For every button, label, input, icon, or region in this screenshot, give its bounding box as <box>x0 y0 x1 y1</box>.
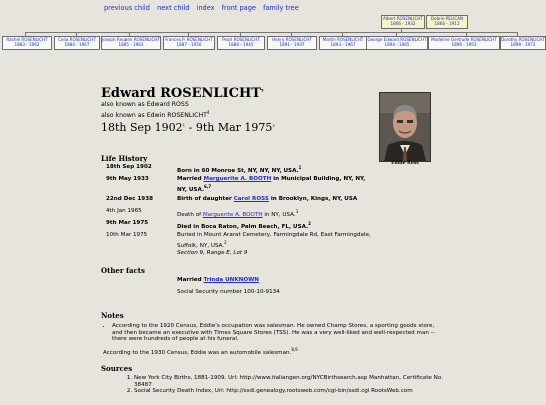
citation[interactable]: 2 <box>224 240 227 245</box>
family-tree <box>0 0 545 60</box>
sibling-box[interactable] <box>428 36 500 50</box>
event-text <box>177 220 372 231</box>
spouse-link[interactable]: Trinda UNKNOWN <box>203 277 259 283</box>
portrait-image <box>380 93 430 161</box>
sibling-dates: 1887 - 1950 <box>176 42 202 47</box>
event-date: 18th Sep 1902 <box>106 164 152 170</box>
sibling-box[interactable] <box>500 36 546 50</box>
parent-mother-dates: 1866 - 1911 <box>434 21 460 26</box>
sibling-dates: 1894 - 1965 <box>384 42 410 47</box>
sibling-dates: 1884 - 1967 <box>64 42 90 47</box>
sibling-box[interactable] <box>217 36 265 50</box>
sibling-dates: 1888 - 1945 <box>228 42 254 47</box>
front-page-link[interactable]: front page <box>221 4 256 12</box>
sibling-name: Rachel ROSENLICHT <box>6 37 48 42</box>
event-text <box>177 196 372 203</box>
event-text-part: Married <box>177 176 204 182</box>
citation[interactable]: 1 <box>298 165 302 170</box>
sibling-box[interactable] <box>319 36 367 50</box>
sibling-box[interactable] <box>2 36 52 50</box>
parent-mother-name: Dobrie PELICAN <box>430 16 464 21</box>
event-date: 22nd Dec 1938 <box>106 196 153 202</box>
citation[interactable]: 1 <box>182 122 186 128</box>
burial-plot: Section 9, Range E, Lot 9 <box>177 249 248 256</box>
sibling-name: Dorothy ROSENLICHT <box>501 37 545 42</box>
source-item: 1. New York City Births, 1881-1909, Url: http://www.italiangen.org/NYCBirthsearch.asp Manhattan, Certificate No. 38487 <box>134 375 454 388</box>
ssn-text: Social Security number 100-10-9134 <box>177 289 280 295</box>
sibling-name: Martin ROSENLICHT <box>322 37 364 42</box>
sibling-name: Pearl ROSENLICHT <box>222 37 260 42</box>
family-tree-link[interactable]: family tree <box>263 4 299 12</box>
event-text <box>177 208 372 219</box>
sibling-name: Madeline Gertrude ROSENLICHT <box>431 37 497 42</box>
parent-father-dates: 1866 - 1932 <box>390 21 416 26</box>
fact-text-part: Married <box>177 277 204 283</box>
tree-sibling-line <box>25 32 517 33</box>
sources-list <box>124 375 454 395</box>
event-date: 4th Jan 1965 <box>106 208 142 214</box>
sibling-dates: 1896 - 1953 <box>451 42 477 47</box>
sibling-dates: 1898 - 1972 <box>510 42 536 47</box>
event-text <box>177 164 372 175</box>
spouse-link[interactable]: Marguerite A. BOOTH <box>202 211 263 218</box>
parent-father[interactable] <box>381 15 425 29</box>
event-text <box>177 232 372 257</box>
source-item: 2. Social Security Death Index, Url: http://ssdi.genealogy.rootsweb.com/cgi-bin/ssdi.cgi RootsWeb.com <box>134 388 454 395</box>
sibling-name: Joseph Reuben ROSENLICHT <box>102 37 160 42</box>
next-child-link[interactable]: next child <box>157 4 190 12</box>
event-text-part: Birth of daughter <box>177 196 234 202</box>
photo-caption: Eddie Ross <box>391 161 419 166</box>
sibling-box-current[interactable] <box>366 36 428 50</box>
event-text-part: in Municipal Building, NY, NY, NY, USA. <box>177 176 366 193</box>
sibling-name: Frances P. ROSENLICHT <box>165 37 213 42</box>
note-item: • According to the 1920 Census, Eddie's occupation was salesman. He owned Champ Stores, a sporting goods store, and then became an executive with Times Square Stores (TSS). He was a very well-liked and well-respected man -- there were hundreds of people at his funeral. <box>112 323 443 343</box>
spouse-link[interactable]: Marguerite A. BOOTH <box>203 176 272 182</box>
citation[interactable]: 5 <box>260 87 264 93</box>
birth-date: 18th Sep 1902 <box>101 121 183 135</box>
portrait-photo[interactable] <box>379 92 431 162</box>
sibling-box[interactable] <box>54 36 100 50</box>
alias-text: also known as Edwin ROSENLICHT <box>101 112 207 120</box>
notes-list <box>103 323 443 343</box>
citation[interactable]: 6,7 <box>204 184 212 189</box>
parent-mother[interactable] <box>426 15 468 29</box>
event-date: 10th Mar 1975 <box>106 232 148 238</box>
fact-text <box>177 277 372 284</box>
sources-ordered-list <box>124 375 454 395</box>
event-text-part: Born in 60 Monroe St, NY, NY, NY, USA. <box>177 167 299 174</box>
citation[interactable]: 2 <box>272 122 275 128</box>
event-text-part: Died in Boca Raton, Palm Beach, FL, USA. <box>177 223 309 230</box>
sibling-dates: 1891 - 1937 <box>279 42 305 47</box>
note-paragraph <box>103 347 443 356</box>
event-text-part: in NY, USA. <box>262 211 296 218</box>
event-date: 9th May 1933 <box>106 176 149 182</box>
sibling-name: George Edward ROSENLICHT <box>367 37 427 42</box>
citation[interactable]: 3 <box>295 209 299 214</box>
life-history-heading: Life History <box>101 154 148 163</box>
event-date: 9th Mar 1975 <box>106 220 149 226</box>
sibling-box[interactable] <box>163 36 215 50</box>
death-date: 9th Mar 1975 <box>195 121 273 135</box>
dates-separator: - <box>185 121 196 135</box>
event-text-part: in Brooklyn, Kings, NY, USA <box>268 196 358 202</box>
sibling-name: Celia ROSENLICHT <box>58 37 96 42</box>
sibling-box[interactable] <box>101 36 161 50</box>
sibling-name: Henry ROSENLICHT <box>272 37 312 42</box>
sibling-dates: 1885 - 1963 <box>118 42 144 47</box>
notes-heading: Notes <box>101 311 124 320</box>
note-text: According to the 1930 Census, Eddie was an automobile salesman. <box>103 349 292 356</box>
child-link[interactable]: Carol ROSS <box>233 196 269 202</box>
sibling-dates: 1883 - 1962 <box>14 42 40 47</box>
citation[interactable]: 4 <box>206 110 210 115</box>
event-text <box>177 176 372 194</box>
event-text-part: Buried in Mount Ararat Cemetery, Farmingdale Rd, East Farmingdale, Suffolk, NY, USA. <box>177 232 371 249</box>
person-name-text: Edward ROSENLICHT <box>101 86 261 101</box>
citation[interactable]: 8,9 <box>291 346 298 352</box>
other-facts-heading: Other facts <box>101 266 145 275</box>
sibling-box[interactable] <box>267 36 317 50</box>
parent-father-name: Albert ROSENLICHT <box>383 16 423 21</box>
sibling-dates: 1893 - 1967 <box>330 42 356 47</box>
event-text-part: Death of <box>177 211 203 218</box>
notes-body <box>103 323 443 356</box>
citation[interactable]: 2 <box>308 221 311 226</box>
previous-child-link[interactable]: previous child <box>104 4 150 12</box>
sources-heading: Sources <box>101 364 133 373</box>
alias: also known as Edward ROSS <box>101 101 189 108</box>
index-link[interactable]: index <box>196 4 215 12</box>
